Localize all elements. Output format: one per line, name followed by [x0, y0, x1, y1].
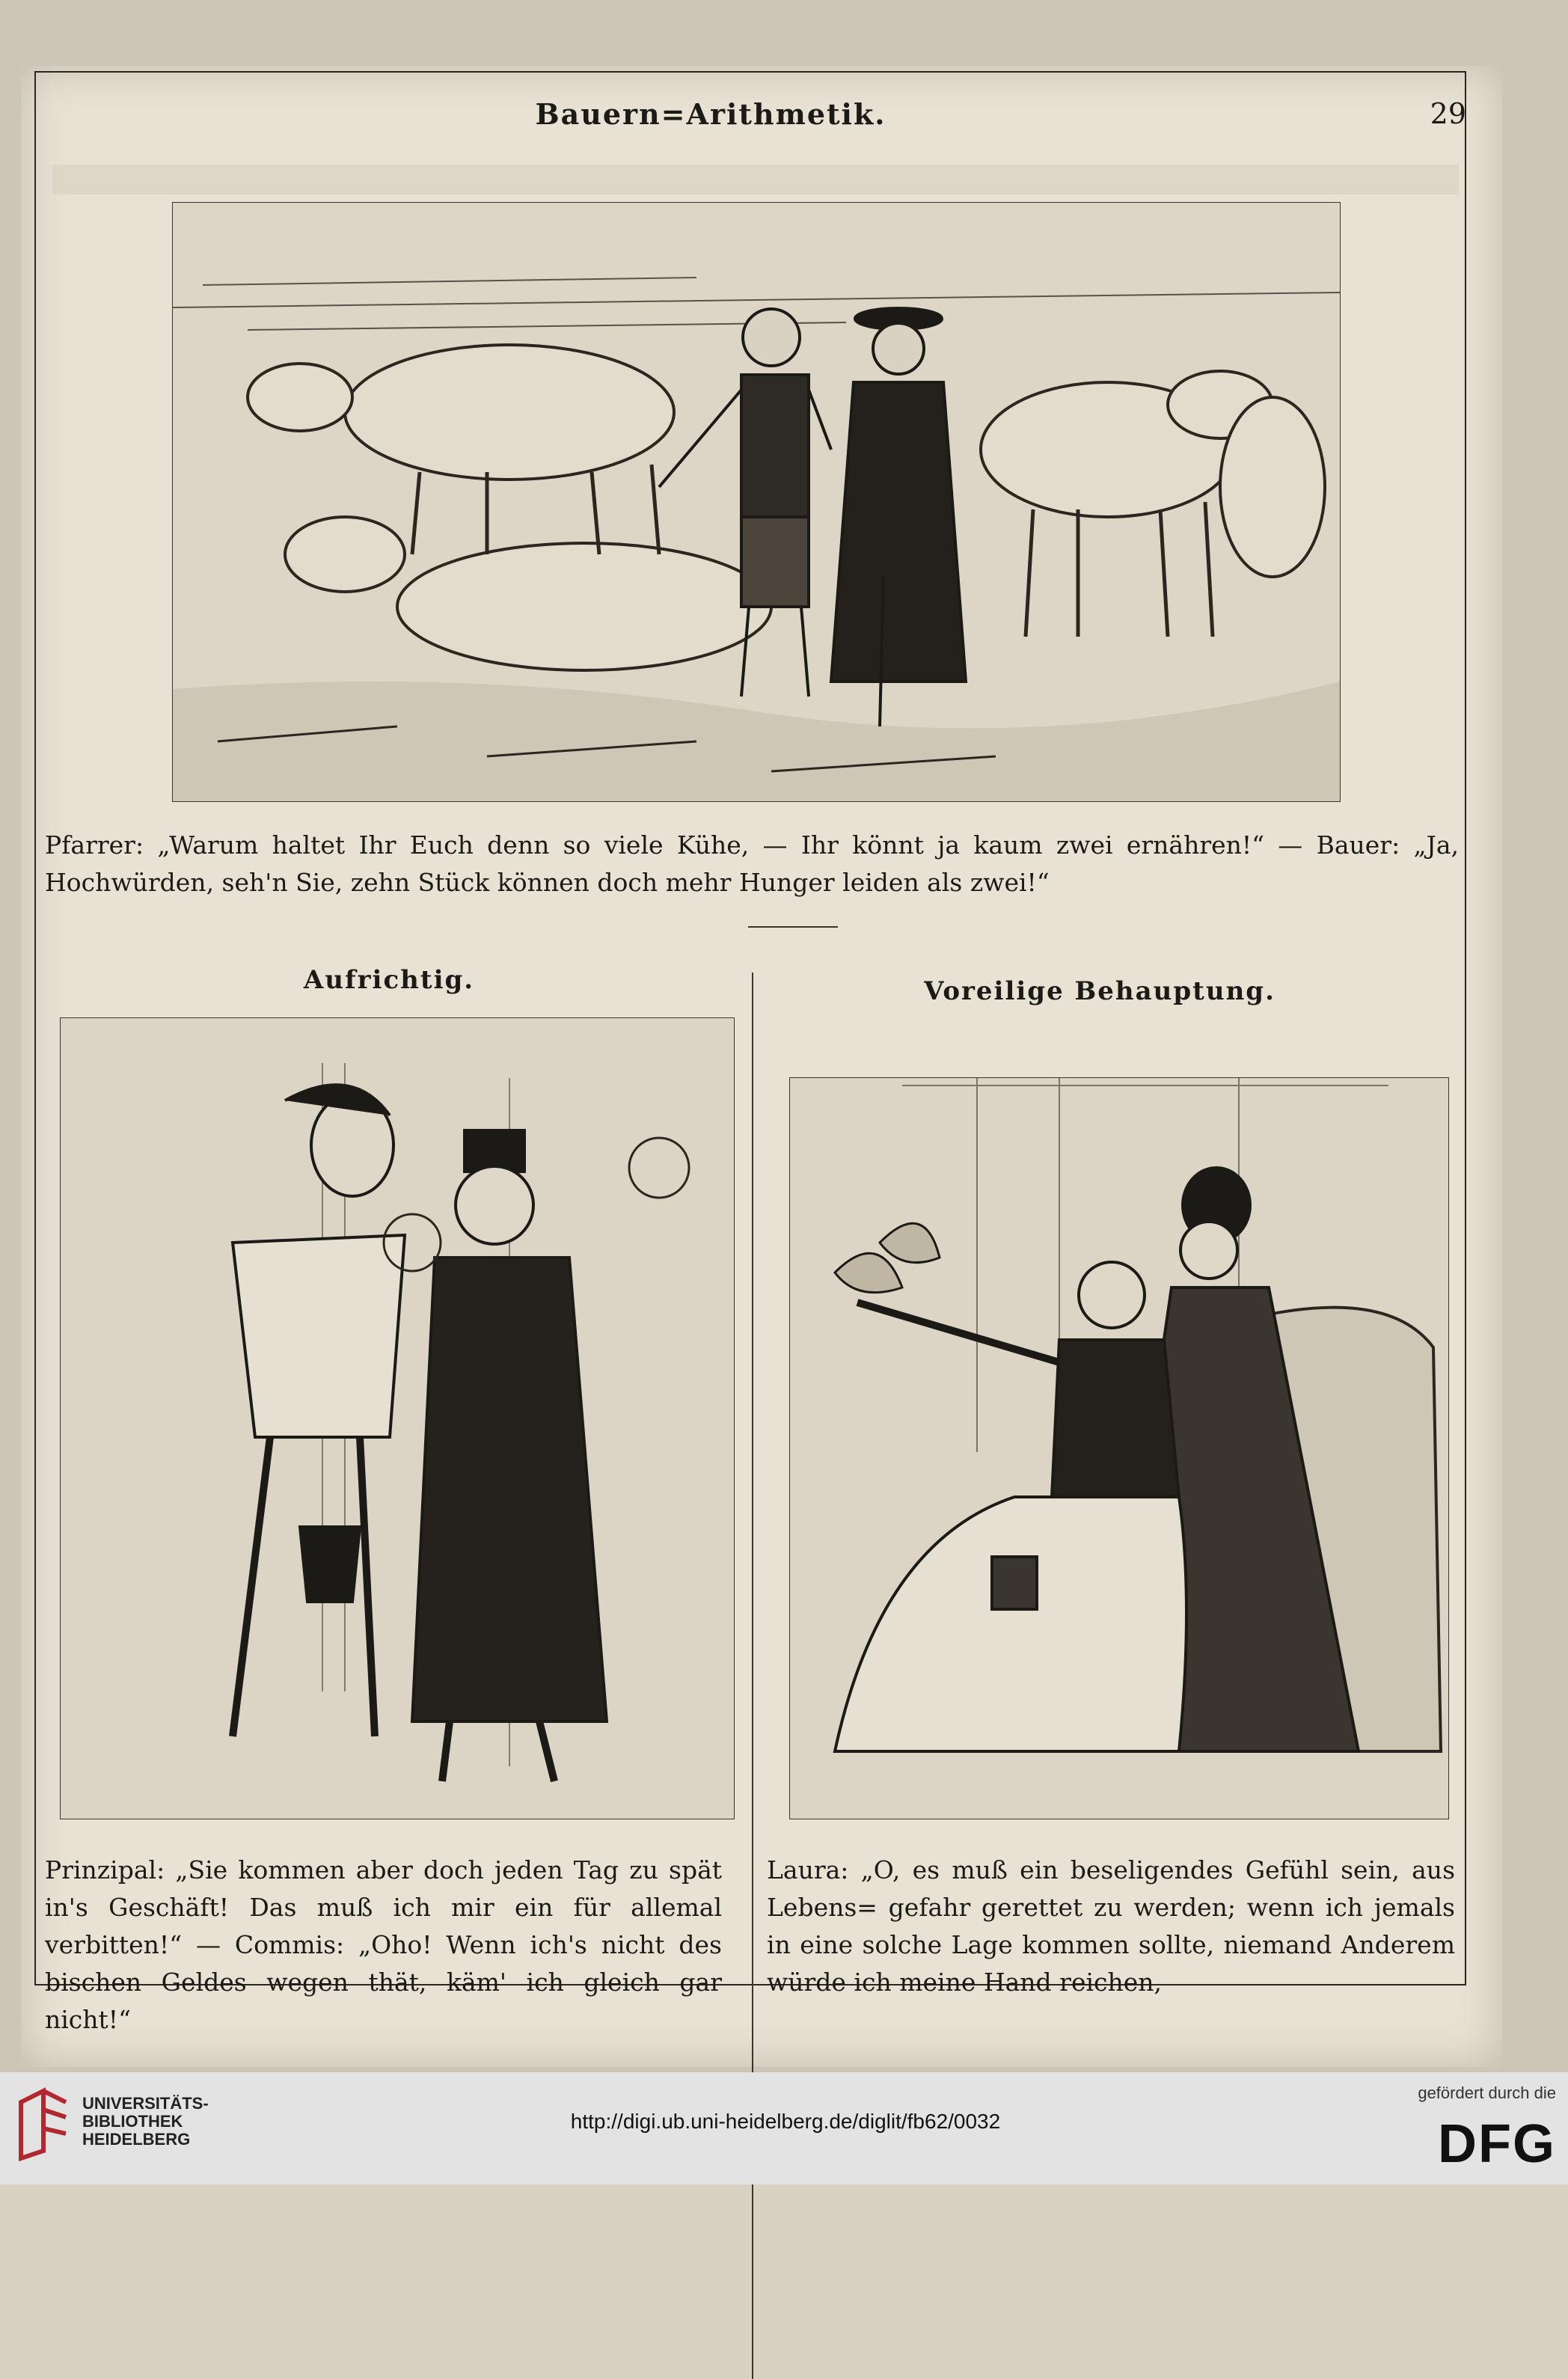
- dfg-logo[interactable]: DFG: [1438, 2114, 1556, 2174]
- divider-line: [748, 926, 838, 928]
- page-title: Bauern=Arithmetik.: [535, 97, 886, 131]
- source-url-link[interactable]: http://digi.ub.uni-heidelberg.de/diglit/fb62/0032: [570, 2110, 1001, 2133]
- top-caption: Pfarrer: „Warum haltet Ihr Euch denn so viele Kühe, — Ihr könnt ja kaum zwei ernähren!“ — Bauer: „Ja, Hochwürden, seh'n Sie, zehn Stück können doch mehr Hunger leiden als zwei!“: [45, 830, 1459, 897]
- left-caption: Prinzipal: „Sie kommen aber doch jeden Tag zu spät in's Geschäft! Das muß ich mir ein für allemal verbitten!“ — Commis: „Oho! Wenn ich's nicht des bischen Geldes wegen thät, käm' ich gleich gar nicht!“: [45, 1855, 722, 2034]
- funded-by-label: gefördert durch die: [1418, 2083, 1556, 2102]
- right-caption: Laura: „O, es muß ein beseligendes Gefühl sein, aus Lebens= gefahr gerettet zu werden; wenn ich jemals in eine solche Lage kommen sollte, niemand Anderem würde ich meine Hand reichen,: [767, 1855, 1455, 1997]
- ub-logo-text: UNIVERSITÄTS- BIBLIOTHEK HEIDELBERG: [82, 2094, 209, 2149]
- illustration-principal-clerk: [60, 1017, 735, 1819]
- right-section-title: Voreilige Behauptung.: [924, 976, 1275, 1006]
- left-section-title: Aufrichtig.: [303, 965, 475, 995]
- ub-logo-icon: [13, 2087, 73, 2162]
- page-number: 29: [1430, 97, 1466, 130]
- illustration-peasant-priest-cows: [172, 202, 1341, 802]
- illustration-two-women: [789, 1077, 1449, 1819]
